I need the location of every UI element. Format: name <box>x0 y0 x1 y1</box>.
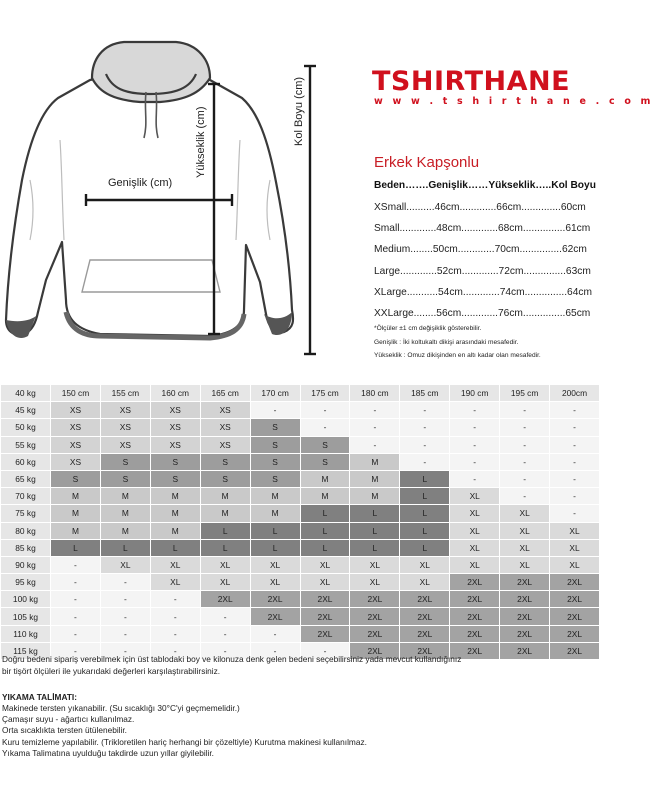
size-cell: XS <box>150 402 200 419</box>
size-cell: - <box>500 402 550 419</box>
height-header-cell: 170 cm <box>250 385 300 402</box>
size-cell: - <box>450 453 500 470</box>
size-cell: - <box>51 625 101 642</box>
weight-cell: 100 kg <box>1 591 51 608</box>
size-cell: - <box>51 556 101 573</box>
weight-cell: 55 kg <box>1 436 51 453</box>
size-cell: M <box>200 505 250 522</box>
size-cell: S <box>150 453 200 470</box>
size-cell: S <box>100 470 150 487</box>
size-cell: XL <box>450 488 500 505</box>
size-cell: 2XL <box>500 591 550 608</box>
size-cell: - <box>550 402 600 419</box>
size-cell: L <box>300 505 350 522</box>
size-cell: M <box>250 488 300 505</box>
size-cell: - <box>550 453 600 470</box>
table-row <box>1 539 600 556</box>
height-header-cell: 155 cm <box>100 385 150 402</box>
size-cell: 2XL <box>250 591 300 608</box>
weight-cell: 45 kg <box>1 402 51 419</box>
size-cell: - <box>150 625 200 642</box>
size-cell: M <box>200 488 250 505</box>
washing-line: Kuru temizleme yapılabilir. (Trikloretilen hariç herhangi bir çözeltiyle) Kurutma makinesi kullanılmaz. <box>2 736 367 747</box>
size-cell: 2XL <box>350 625 400 642</box>
size-cell: - <box>300 419 350 436</box>
note-line: Yükseklik : Omuz dikişinden en altı kadar olan mesafedir. <box>374 352 541 360</box>
size-cell: M <box>100 505 150 522</box>
size-cell: S <box>150 470 200 487</box>
size-cell: XL <box>500 556 550 573</box>
size-cell: M <box>300 470 350 487</box>
size-cell: - <box>550 470 600 487</box>
size-cell: 2XL <box>450 608 500 625</box>
size-cell: M <box>51 505 101 522</box>
size-cell: 2XL <box>400 642 450 659</box>
size-cell: XL <box>300 556 350 573</box>
table-row <box>1 522 600 539</box>
brand-logo-text: TSHIRTHANE <box>372 66 571 97</box>
size-cell: L <box>400 522 450 539</box>
size-cell: - <box>500 436 550 453</box>
size-cell: 2XL <box>500 642 550 659</box>
height-header-cell: 200cm <box>550 385 600 402</box>
size-cell: XL <box>550 539 600 556</box>
size-cell: XS <box>150 419 200 436</box>
table-row <box>1 402 600 419</box>
size-cell: - <box>400 453 450 470</box>
height-header-cell: 180 cm <box>350 385 400 402</box>
weight-cell: 85 kg <box>1 539 51 556</box>
size-cell: - <box>100 642 150 659</box>
size-cell: S <box>100 453 150 470</box>
size-cell: S <box>250 453 300 470</box>
size-cell: 2XL <box>400 625 450 642</box>
height-header-cell: 175 cm <box>300 385 350 402</box>
size-cell: 2XL <box>550 591 600 608</box>
size-cell: XL <box>450 556 500 573</box>
size-cell: XL <box>450 522 500 539</box>
size-cell: XS <box>100 436 150 453</box>
size-chart-header: Beden…….Genişlik……Yükseklik…..Kol Boyu <box>374 180 596 191</box>
table-row <box>1 591 600 608</box>
size-cell: - <box>500 488 550 505</box>
note-line: Genişlik : İki koltukaltı dikişi arasındaki mesafedir. <box>374 338 519 346</box>
table-row <box>1 608 600 625</box>
size-cell: 2XL <box>450 591 500 608</box>
table-row <box>1 505 600 522</box>
size-cell: 2XL <box>550 608 600 625</box>
measurement-notes <box>374 322 541 363</box>
table-row <box>1 453 600 470</box>
size-cell: XS <box>51 453 101 470</box>
size-cell: - <box>100 608 150 625</box>
size-cell: L <box>200 539 250 556</box>
size-cell: S <box>250 436 300 453</box>
size-cell: XL <box>250 556 300 573</box>
size-cell: XL <box>400 556 450 573</box>
note-line: *Ölçüler ±1 cm değişiklik gösterebilir. <box>374 325 482 332</box>
size-cell: L <box>150 539 200 556</box>
size-cell: XL <box>500 539 550 556</box>
size-cell: - <box>400 402 450 419</box>
washing-instructions <box>2 703 367 759</box>
size-cell: XL <box>250 574 300 591</box>
size-cell: 2XL <box>400 608 450 625</box>
footnote-line: bir tişört ölçüleri ile yukarıdaki değerleri karşılaştırabilirsiniz. <box>2 665 221 676</box>
size-cell: 2XL <box>500 574 550 591</box>
weight-cell: 50 kg <box>1 419 51 436</box>
size-cell: XS <box>100 419 150 436</box>
size-cell: - <box>500 470 550 487</box>
size-cell: L <box>350 539 400 556</box>
size-cell: 2XL <box>300 608 350 625</box>
size-cell: 2XL <box>350 591 400 608</box>
size-cell: XL <box>350 574 400 591</box>
size-row: Medium........50cm.............70cm...............62cm <box>374 244 587 256</box>
size-cell: - <box>250 642 300 659</box>
weight-cell: 80 kg <box>1 522 51 539</box>
size-cell: XS <box>51 402 101 419</box>
size-cell: 2XL <box>250 608 300 625</box>
size-cell: L <box>300 539 350 556</box>
size-row: Large.............52cm.............72cm...............63cm <box>374 265 591 277</box>
size-cell: - <box>51 642 101 659</box>
size-cell: XL <box>350 556 400 573</box>
size-cell: XL <box>300 574 350 591</box>
size-cell: M <box>150 505 200 522</box>
washing-title: YIKAMA TALİMATI: <box>2 692 77 702</box>
size-cell: M <box>350 488 400 505</box>
table-row <box>1 488 600 505</box>
weight-cell: 90 kg <box>1 556 51 573</box>
weight-cell: 105 kg <box>1 608 51 625</box>
size-cell: - <box>500 453 550 470</box>
size-cell: 2XL <box>500 625 550 642</box>
size-cell: XS <box>200 402 250 419</box>
size-cell: S <box>250 419 300 436</box>
size-cell: L <box>350 505 400 522</box>
table-corner-cell: 40 kg <box>1 385 51 402</box>
size-cell: L <box>300 522 350 539</box>
weight-cell: 110 kg <box>1 625 51 642</box>
size-cell: - <box>300 402 350 419</box>
size-cell: 2XL <box>550 574 600 591</box>
height-header-cell: 165 cm <box>200 385 250 402</box>
weight-cell: 95 kg <box>1 574 51 591</box>
size-cell: - <box>150 591 200 608</box>
size-cell: L <box>250 522 300 539</box>
size-row: XSmall..........46cm.............66cm..............60cm <box>374 202 586 213</box>
size-cell: XL <box>500 522 550 539</box>
table-row <box>1 556 600 573</box>
height-header-cell: 185 cm <box>400 385 450 402</box>
size-cell: - <box>550 488 600 505</box>
size-cell: XS <box>100 402 150 419</box>
size-cell: L <box>350 522 400 539</box>
size-cell: L <box>400 470 450 487</box>
size-cell: 2XL <box>200 591 250 608</box>
size-cell: - <box>400 419 450 436</box>
size-cell: XL <box>550 556 600 573</box>
brand-logo <box>372 66 654 116</box>
weight-cell: 60 kg <box>1 453 51 470</box>
size-cell: 2XL <box>300 591 350 608</box>
height-dimension-label: Yükseklik (cm) <box>195 106 207 178</box>
size-cell: XS <box>200 419 250 436</box>
size-cell: - <box>250 402 300 419</box>
size-cell: M <box>150 488 200 505</box>
size-cell: - <box>400 436 450 453</box>
size-cell: - <box>550 505 600 522</box>
size-cell: - <box>200 625 250 642</box>
size-cell: - <box>150 642 200 659</box>
size-row: XXLarge........56cm.............76cm...............65cm <box>374 308 591 320</box>
table-row <box>1 470 600 487</box>
size-cell: 2XL <box>350 608 400 625</box>
table-header-row <box>1 385 600 402</box>
size-cell: XS <box>150 436 200 453</box>
size-chart-list <box>374 197 592 324</box>
size-cell: 2XL <box>500 608 550 625</box>
size-cell: - <box>100 591 150 608</box>
size-cell: S <box>300 453 350 470</box>
size-cell: L <box>400 539 450 556</box>
size-cell: S <box>200 453 250 470</box>
table-row <box>1 436 600 453</box>
size-cell: XS <box>51 419 101 436</box>
size-cell: - <box>51 574 101 591</box>
weight-cell: 65 kg <box>1 470 51 487</box>
size-cell: - <box>100 574 150 591</box>
size-cell: L <box>51 539 101 556</box>
size-cell: XL <box>550 522 600 539</box>
table-row <box>1 419 600 436</box>
size-cell: 2XL <box>450 625 500 642</box>
size-cell: - <box>100 625 150 642</box>
footnote-line: Doğru bedeni sipariş verebilmek için üst tablodaki boy ve kilonuza denk gelen bedeni seçebilirsiniz yada mevcut kullandığınız <box>2 654 462 664</box>
size-cell: M <box>51 522 101 539</box>
size-cell: - <box>500 419 550 436</box>
size-cell: XS <box>200 436 250 453</box>
height-header-cell: 160 cm <box>150 385 200 402</box>
size-cell: - <box>350 402 400 419</box>
size-cell: 2XL <box>350 642 400 659</box>
size-cell: XL <box>450 505 500 522</box>
size-cell: - <box>200 642 250 659</box>
size-cell: S <box>250 470 300 487</box>
size-cell: - <box>450 419 500 436</box>
size-cell: M <box>100 488 150 505</box>
size-cell: XL <box>200 556 250 573</box>
size-cell: L <box>250 539 300 556</box>
size-cell: M <box>250 505 300 522</box>
table-row <box>1 625 600 642</box>
size-cell: M <box>350 470 400 487</box>
size-cell: XL <box>150 556 200 573</box>
weight-cell: 115 kg <box>1 642 51 659</box>
size-cell: - <box>51 591 101 608</box>
brand-url: w w w . t s h i r t h a n e . c o m <box>374 96 654 107</box>
size-cell: M <box>150 522 200 539</box>
size-cell: 2XL <box>300 625 350 642</box>
size-cell: XL <box>400 574 450 591</box>
size-cell: - <box>150 608 200 625</box>
height-header-cell: 150 cm <box>51 385 101 402</box>
size-cell: - <box>550 436 600 453</box>
size-cell: L <box>400 488 450 505</box>
height-header-cell: 190 cm <box>450 385 500 402</box>
washing-line: Yıkama Talimatına uyulduğu takdirde uzun yıllar giyilebilir. <box>2 747 214 758</box>
width-dimension-label: Genişlik (cm) <box>108 177 173 189</box>
size-cell: M <box>51 488 101 505</box>
size-cell: M <box>100 522 150 539</box>
height-header-cell: 195 cm <box>500 385 550 402</box>
size-cell: - <box>300 642 350 659</box>
size-cell: L <box>200 522 250 539</box>
size-cell: S <box>51 470 101 487</box>
washing-line: Orta sıcaklıkta tersten ütülenebilir. <box>2 725 127 736</box>
size-cell: - <box>450 470 500 487</box>
size-row: XLarge...........54cm.............74cm...............64cm <box>374 286 592 298</box>
washing-line: Makinede tersten yıkanabilir. (Su sıcaklığı 30°C'yi geçmemelidir.) <box>2 703 240 713</box>
size-cell: 2XL <box>450 642 500 659</box>
size-row: Small.............48cm.............68cm...............61cm <box>374 223 591 235</box>
size-cell: M <box>350 453 400 470</box>
size-cell: - <box>200 608 250 625</box>
size-cell: 2XL <box>400 591 450 608</box>
washing-line: Çamaşır suyu - ağartıcı kullanılmaz. <box>2 714 135 725</box>
size-cell: XL <box>100 556 150 573</box>
size-cell: L <box>100 539 150 556</box>
size-cell: - <box>450 402 500 419</box>
size-selection-footnote <box>2 654 461 678</box>
size-cell: - <box>350 419 400 436</box>
size-cell: - <box>550 419 600 436</box>
size-cell: S <box>300 436 350 453</box>
size-cell: XL <box>150 574 200 591</box>
size-cell: - <box>250 625 300 642</box>
size-cell: - <box>350 436 400 453</box>
size-cell: 2XL <box>450 574 500 591</box>
size-cell: - <box>450 436 500 453</box>
sleeve-dimension-label: Kol Boyu (cm) <box>293 76 305 146</box>
size-cell: S <box>200 470 250 487</box>
table-row <box>1 574 600 591</box>
size-cell: XL <box>500 505 550 522</box>
size-cell: XL <box>200 574 250 591</box>
size-recommendation-table <box>0 384 600 660</box>
size-cell: XL <box>450 539 500 556</box>
size-cell: - <box>51 608 101 625</box>
size-cell: XS <box>51 436 101 453</box>
size-cell: 2XL <box>550 642 600 659</box>
weight-cell: 70 kg <box>1 488 51 505</box>
weight-cell: 75 kg <box>1 505 51 522</box>
product-title: Erkek Kapşonlu <box>374 154 480 171</box>
size-cell: M <box>300 488 350 505</box>
size-cell: 2XL <box>550 625 600 642</box>
size-cell: L <box>400 505 450 522</box>
